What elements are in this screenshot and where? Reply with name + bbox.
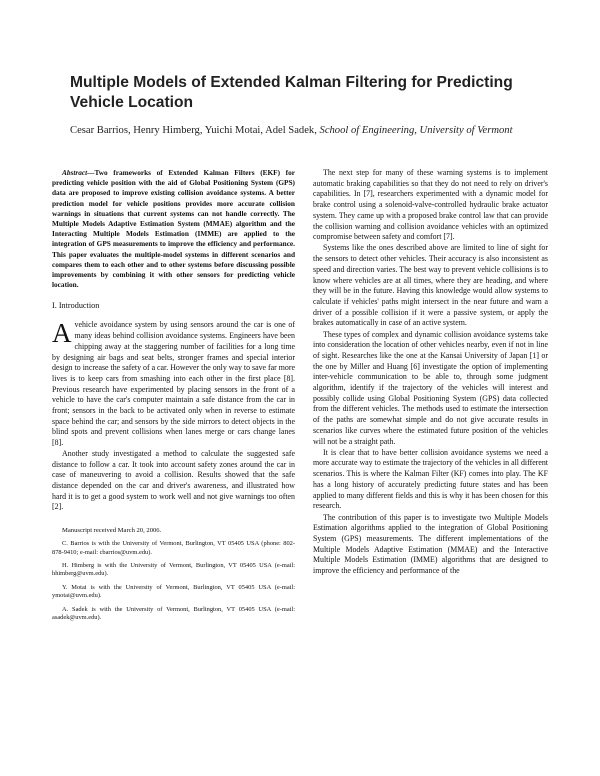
abstract — [52, 168, 295, 290]
abstract-text: —Two frameworks of Extended Kalman Filters (EKF) for predicting vehicle position with the aid of Global Positioning System (GPS) data are proposed to improve existing collision avoidance systems. A better prediction model for vehicle positions provides more accurate collision warnings in situations that current systems can not handle correctly. The Multiple Models Adaptive Estimation System (MMAE) algorithm and the Interacting Multiple Models Estimation (IMME) are applied to the integration of GPS measurements to improve the efficiency and performance. This paper evaluates the multiple-model systems in different scenarios and compares them to each other and to other systems before discussing possible improvements by combining it with other sensors for predicting vehicle location. — [52, 168, 295, 290]
right-paragraph-4: It is clear that to have better collision avoidance systems we need a more accurate way to estimate the trajectory of the vehicles in all different scenarios. This is where the Kalman Filter (KF) comes into play. The KF has a long history of accurately predicting future states and has been applied to many different fields and this is why it has been chosen for this research. — [313, 447, 548, 511]
footnote-himberg: H. Himberg is with the University of Vermont, Burlington, VT 05405 USA (e-mail: hhimberg@uvm.edu). — [52, 561, 295, 578]
footnote-sadek: A. Sadek is with the University of Vermont, Burlington, VT 05405 USA (e-mail: asadek@uvm.edu). — [52, 605, 295, 621]
right-column — [313, 168, 548, 577]
footnote-barrios: C. Barrios is with the University of Vermont, Burlington, VT 05405 USA (phone: 802-878-9410; e-mail: cbarrios@uvm.edu). — [52, 540, 295, 556]
right-paragraph-2: Systems like the ones described above are limited to line of sight for the sensors to detect other vehicles. Their accuracy is also inconsistent as speed and direction varies. The best way to prevent vehicle collisions is to know where vehicles are at all times, where they are heading, and where they will be in the future. Having this knowledge would allow systems to calculate if vehicles' paths might intersect in the near future and warn a driver of a possible collision if it were a passive system, or apply the brakes automatically in case of an active system. — [313, 243, 548, 328]
drop-cap: A — [52, 318, 72, 349]
manuscript-note: Manuscript received March 20, 2006. — [62, 527, 162, 535]
abstract-label: Abstract — [62, 168, 88, 177]
right-paragraph-3: These types of complex and dynamic collision avoidance systems take into consideration the location of other vehicles nearby, even if not in line of sight. Researches like the one at the Kansai University of Japan [1] or the one by Miller and Huang [6] investigate the option of implementing inter-vehicle communication to be able to, through some judgment algorithm, identify if the trajectory of the vehicles will interest and possibly collide using Global Positioning System (GPS) data collected from the different vehicles. The methods used to estimate the intersection of the paths are somewhat simple and do not give accurate results in scenarios like curves where the estimated future position of the vehicles will not be a straight path. — [313, 329, 548, 446]
author-line — [70, 123, 540, 138]
author-names: Cesar Barrios, Henry Himberg, Yuichi Motai, Adel Sadek, — [70, 125, 317, 136]
intro-paragraph-1 — [52, 320, 295, 448]
intro-paragraph-1-text: vehicle avoidance system by using sensors around the car is one of many ideas behind collision avoidance systems. Engineers have been chipping away at the staggering number of facilities for a long time by designing air bags and seat belts, stronger frames and special interior design to increase the safety of a car. However the only way to save far more lives is to keep cars from smashing into each other in the first place [8]. Previous research have experimented by placing sensors in the front of a vehicle to have the car's computer maintain a safe distance from the car in front; sensors in the back to be activated only when in reverse to estimate space behind the car; and sensors by the side mirrors to detect objects in the blind spots and prevent collisions when lanes merge or cars change lanes [8]. — [52, 320, 295, 448]
right-paragraph-1: The next step for many of these warning systems is to implement automatic braking capabilities so that they do not need to rely on driver's capabilities. In [7], researchers experimented with a dynamic model for brake control using a solenoid-valve-controlled hydraulic brake actuator system. They came up with a proposed brake control law that can provide the collision warning and collision avoidance vehicles with an optimized compromise between safety and comfort [7]. — [313, 168, 548, 242]
intro-paragraph-2: Another study investigated a method to calculate the suggested safe distance to follow a car. It took into account safety zones around the car in case of maneuvering to avoid a collision. Results showed that the safe distance depended on the car and driver's awareness, and illustrated how hard it is to get a good system to work well and not give warnings too often [2]. — [52, 448, 295, 512]
author-affiliation: School of Engineering, University of Vermont — [319, 125, 513, 136]
left-column — [52, 168, 295, 622]
footnote-motai: Y. Motai is with the University of Vermont, Burlington, VT 05405 USA (e-mail: ymotai@uvm.edu). — [52, 583, 295, 600]
paper-title: Multiple Models of Extended Kalman Filtering for Predicting Vehicle Location — [70, 74, 513, 111]
right-paragraph-5: The contribution of this paper is to investigate two Multiple Models Estimation algorithms applied to the integration of Global Positioning System (GPS) measurements. The different implementations of the Multiple Models Adaptive Estimation (MMAE) and the Interactive Multiple Models Estimation (IMME) algorithms that are designed to improve the efficiency and performance of the — [313, 512, 548, 576]
section-heading-introduction: I. Introduction — [52, 301, 100, 311]
